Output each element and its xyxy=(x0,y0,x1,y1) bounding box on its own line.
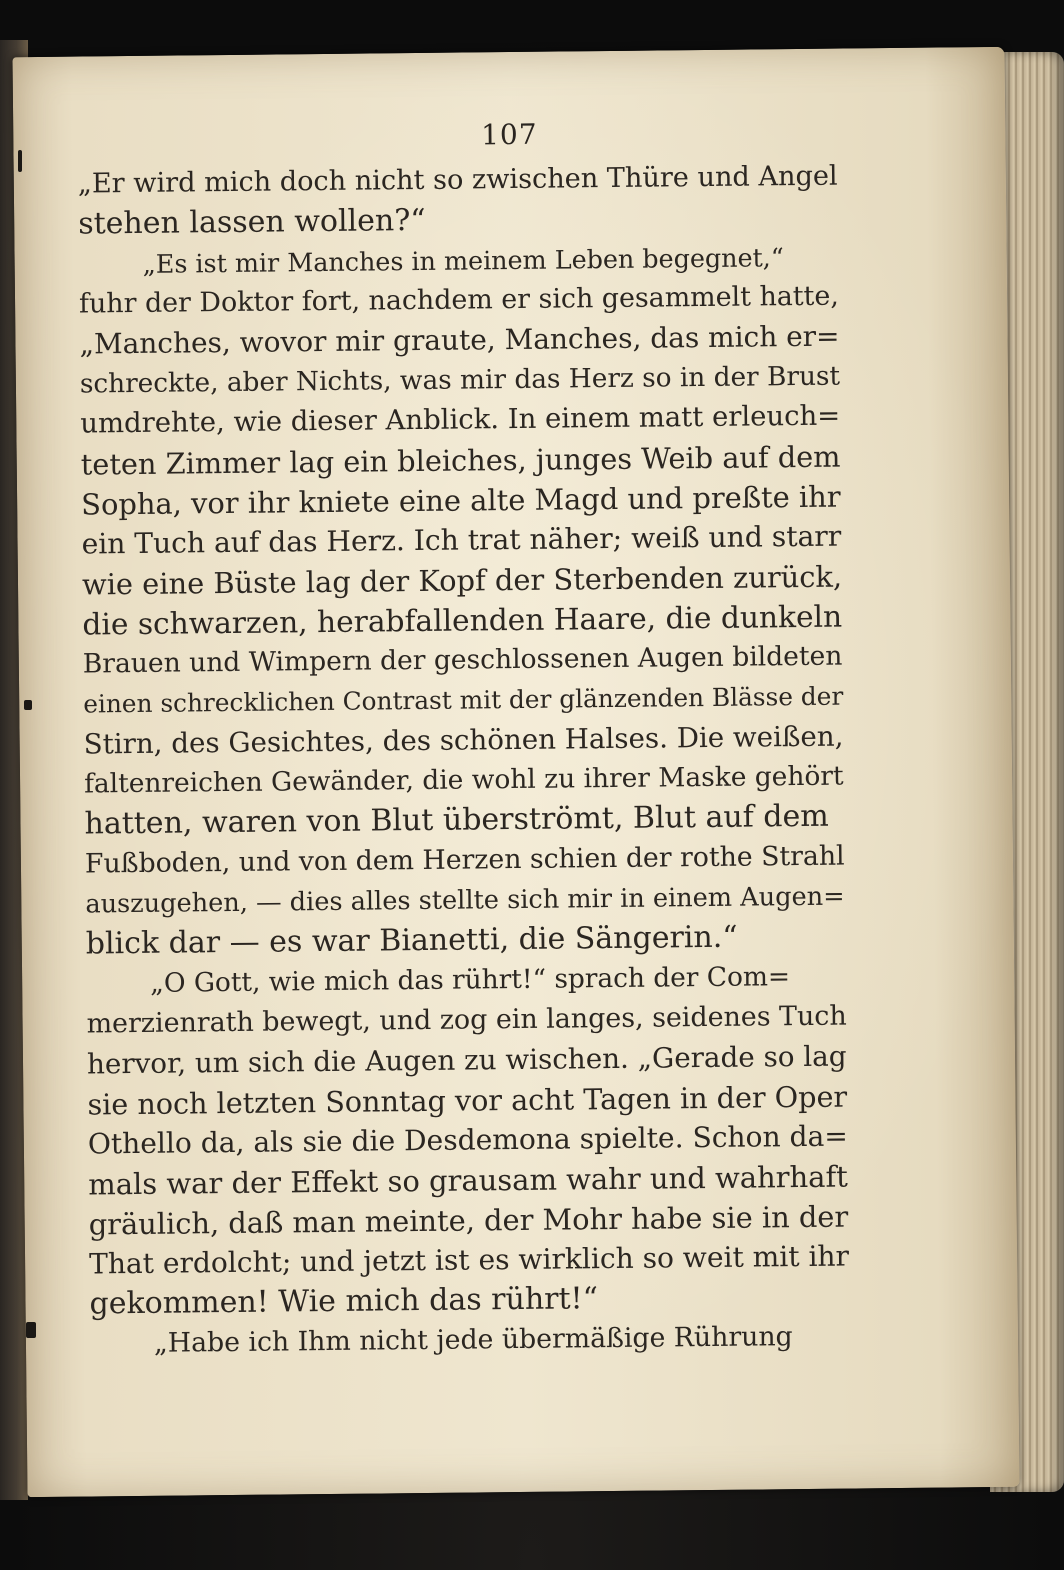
book-page xyxy=(12,47,1019,1497)
text-line: teten Zimmer lag ein bleiches, junges Weib auf dem xyxy=(80,439,841,482)
text-line: sie noch letzten Sonntag vor acht Tagen in der Oper xyxy=(87,1079,848,1122)
text-line: Fußboden, und von dem Herzen schien der rothe Strahl xyxy=(84,840,845,880)
text-line: blick dar — es war Bianetti, die Sängerin.“ xyxy=(85,919,738,962)
text-line: gekommen! Wie mich das rührt!“ xyxy=(89,1281,599,1322)
margin-mark xyxy=(26,1322,36,1338)
text-line: „O Gott, wie mich das rührt!“ sprach der Com= xyxy=(150,961,791,999)
text-line: hatten, waren von Blut überströmt, Blut auf dem xyxy=(84,798,829,842)
text-line: „Manches, wovor mir graute, Manches, das mich er= xyxy=(79,319,840,361)
margin-mark xyxy=(24,700,32,710)
text-line: faltenreichen Gewänder, die wohl zu ihrer Maske gehört xyxy=(83,760,844,800)
text-line: die schwarzen, herabfallenden Haare, die dunkeln xyxy=(82,598,843,642)
text-line: Sopha, vor ihr kniete eine alte Magd und preßte ihr xyxy=(80,479,841,522)
text-line: Brauen und Wimpern der geschlossenen Augen bildeten xyxy=(82,640,843,680)
page-number: 107 xyxy=(480,117,538,152)
text-line: That erdolcht; und jetzt ist es wirklich so weit mit ihr xyxy=(88,1239,850,1281)
margin-mark xyxy=(18,150,22,172)
text-line: umdrehte, wie dieser Anblick. In einem matt erleuch= xyxy=(80,400,841,440)
text-line: „Es ist mir Manches in meinem Leben begegnet,“ xyxy=(142,242,784,279)
text-line: gräulich, daß man meinte, der Mohr habe sie in der xyxy=(88,1199,849,1242)
text-line: fuhr der Doktor fort, nachdem er sich gesammelt hatte, xyxy=(78,280,839,320)
page-text xyxy=(78,157,851,1365)
text-line: einen schrecklichen Contrast mit der glänzenden Blässe der xyxy=(83,681,844,719)
text-line: merzienrath bewegt, und zog ein langes, seidenes Tuch xyxy=(86,1000,847,1040)
text-line: auszugehen, — dies alles stellte sich mir in einem Augen= xyxy=(85,881,845,920)
text-line: wie eine Büste lag der Kopf der Sterbenden zurück, xyxy=(81,559,843,602)
text-line: hervor, um sich die Augen zu wischen. „Gerade so lag xyxy=(86,1039,847,1081)
text-line: Stirn, des Gesichtes, des schönen Halses. Die weißen, xyxy=(83,719,844,761)
text-line: stehen lassen wollen?“ xyxy=(78,202,426,242)
text-line: Othello da, als sie die Desdemona spielte. Schon da= xyxy=(87,1119,849,1161)
text-line: mals war der Effekt so grausam wahr und wahrhaft xyxy=(88,1159,849,1202)
text-line: „Habe ich Ihm nicht jede übermäßige Rührung xyxy=(153,1321,793,1359)
text-line: ein Tuch auf das Herz. Ich trat näher; weiß und starr xyxy=(81,519,842,561)
text-line: schreckte, aber Nichts, was mir das Herz so in der Brust xyxy=(79,361,841,400)
text-line: „Er wird mich doch nicht so zwischen Thüre und Angel xyxy=(77,160,838,200)
